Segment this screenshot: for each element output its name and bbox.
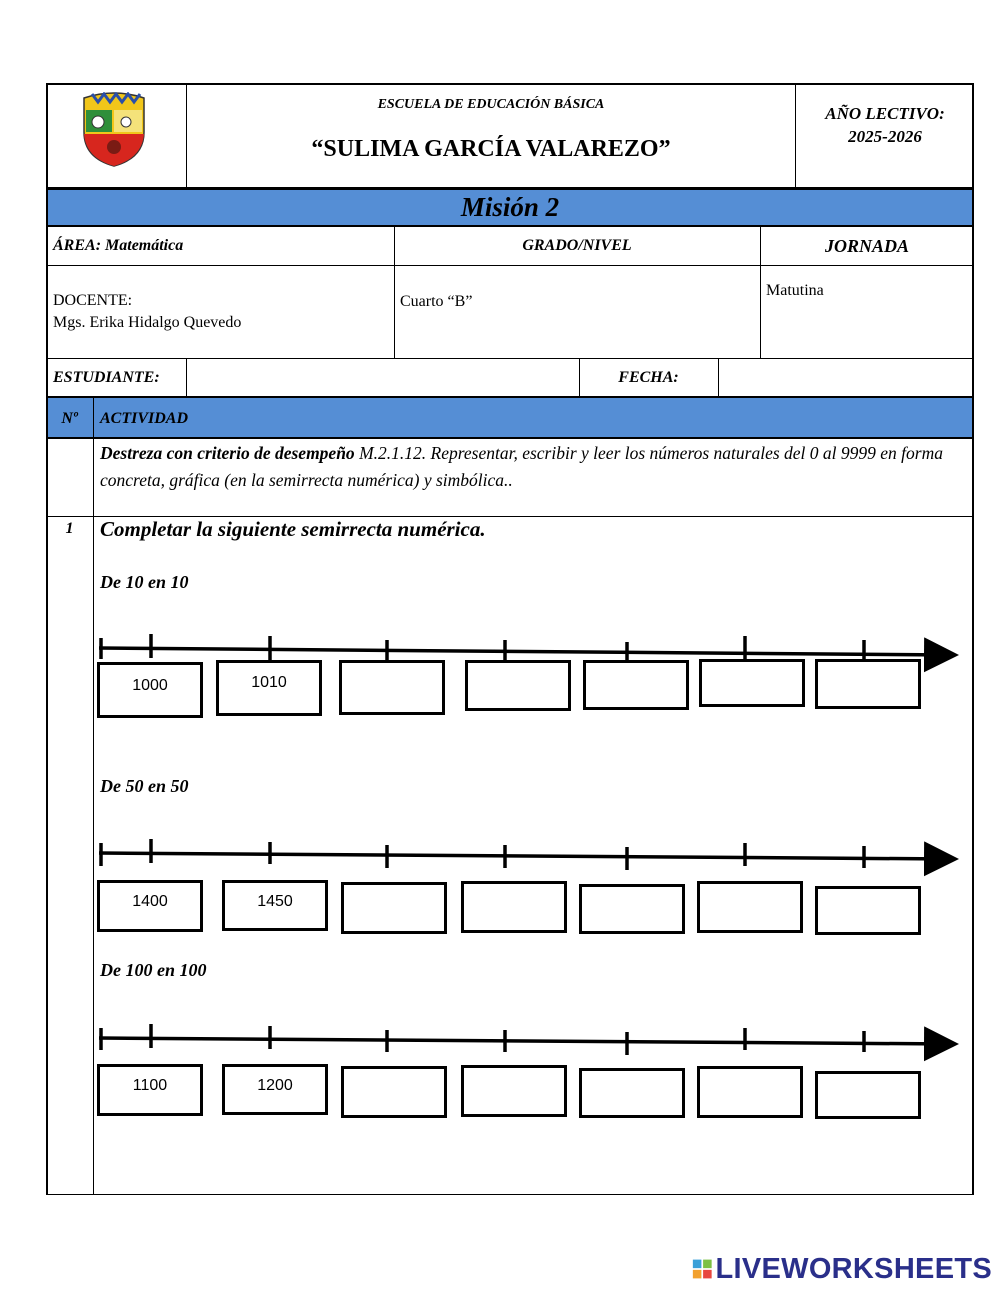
answer-box-2-4[interactable]	[461, 881, 567, 933]
answer-input[interactable]	[467, 1080, 561, 1100]
answer-box-3-3[interactable]	[341, 1066, 447, 1118]
answer-box-2-6[interactable]	[697, 881, 803, 933]
activity-header: ACTIVIDAD	[100, 410, 189, 427]
answer-input[interactable]	[467, 896, 561, 916]
liveworksheets-wordmark: LIVEWORKSHEETS	[715, 1252, 992, 1285]
given-value: 1400	[132, 893, 168, 910]
answer-box-1-2	[216, 660, 322, 716]
item-number: 1	[65, 520, 74, 537]
answer-input[interactable]	[347, 897, 441, 917]
answer-box-1-3[interactable]	[339, 660, 445, 715]
jornada-label: JORNADA	[824, 236, 909, 256]
answer-input[interactable]	[821, 901, 915, 921]
given-value: 1010	[251, 674, 287, 691]
grado-value: Cuarto “B”	[400, 293, 473, 310]
answer-box-1-7[interactable]	[815, 659, 921, 709]
school-name: “SULIMA GARCÍA VALAREZO”	[311, 136, 671, 162]
answer-box-1-6[interactable]	[699, 659, 805, 707]
estudiante-label: ESTUDIANTE:	[53, 369, 160, 386]
area-label: ÁREA: Matemática	[53, 237, 184, 254]
given-value: 1200	[257, 1077, 293, 1094]
answer-input[interactable]	[589, 675, 683, 695]
mission-title: Misión 2	[460, 192, 560, 222]
answer-box-3-6[interactable]	[697, 1066, 803, 1118]
jornada-value: Matutina	[766, 282, 824, 299]
answer-box-3-4[interactable]	[461, 1065, 567, 1117]
sequence-label-1: De 10 en 10	[100, 572, 189, 592]
sequence-label-2: De 50 en 50	[100, 776, 189, 796]
answer-box-2-7[interactable]	[815, 886, 921, 935]
year-label: AÑO LECTIVO:	[825, 104, 945, 123]
sequence-label-3: De 100 en 100	[100, 960, 207, 980]
number-line-2	[99, 839, 952, 870]
answer-input[interactable]	[821, 674, 915, 694]
answer-input[interactable]	[703, 896, 797, 916]
answer-input[interactable]	[585, 899, 679, 919]
answer-input[interactable]	[585, 1083, 679, 1103]
answer-input[interactable]	[821, 1086, 915, 1106]
answer-box-3-1	[97, 1064, 203, 1116]
school-type: ESCUELA DE EDUCACIÓN BÁSICA	[377, 97, 605, 112]
docente-name: Mgs. Erika Hidalgo Quevedo	[53, 314, 242, 331]
given-value: 1450	[257, 893, 293, 910]
answer-box-1-5[interactable]	[583, 660, 689, 710]
given-value: 1000	[132, 677, 168, 694]
given-value: 1100	[132, 1077, 168, 1094]
docente-label: DOCENTE:	[53, 292, 133, 309]
answer-input[interactable]	[471, 675, 565, 695]
answer-box-3-5[interactable]	[579, 1068, 685, 1118]
instruction: Completar la siguiente semirrecta numérica.	[100, 517, 486, 541]
answer-input[interactable]	[347, 1081, 441, 1101]
answer-box-3-7[interactable]	[815, 1071, 921, 1119]
answer-box-2-2	[222, 880, 328, 931]
year-value: 2025-2026	[848, 127, 922, 146]
skill-bold: Destreza con criterio de desempeño	[100, 443, 355, 463]
answer-box-2-5[interactable]	[579, 884, 685, 934]
answer-box-3-2	[222, 1064, 328, 1115]
answer-input[interactable]	[345, 675, 439, 695]
answer-box-1-1	[97, 662, 203, 718]
answer-box-2-3[interactable]	[341, 882, 447, 934]
number-line-3	[99, 1024, 952, 1055]
liveworksheets-logo[interactable]	[692, 1252, 992, 1286]
number-line-1	[99, 634, 952, 662]
answer-box-2-1	[97, 880, 203, 932]
answer-box-1-4[interactable]	[465, 660, 571, 711]
fecha-label: FECHA:	[618, 369, 679, 386]
answer-input[interactable]	[703, 1081, 797, 1101]
num-header: Nº	[61, 410, 78, 427]
skill-rest: M.2.1.12. Representar, escribir y leer los números naturales del 0 al 9999 en forma concreta, gráfica (en la semirrecta numérica) y simbólica..	[100, 443, 943, 490]
liveworksheets-mark-icon	[692, 1257, 713, 1281]
grado-label: GRADO/NIVEL	[522, 237, 632, 254]
answer-input[interactable]	[705, 674, 799, 694]
